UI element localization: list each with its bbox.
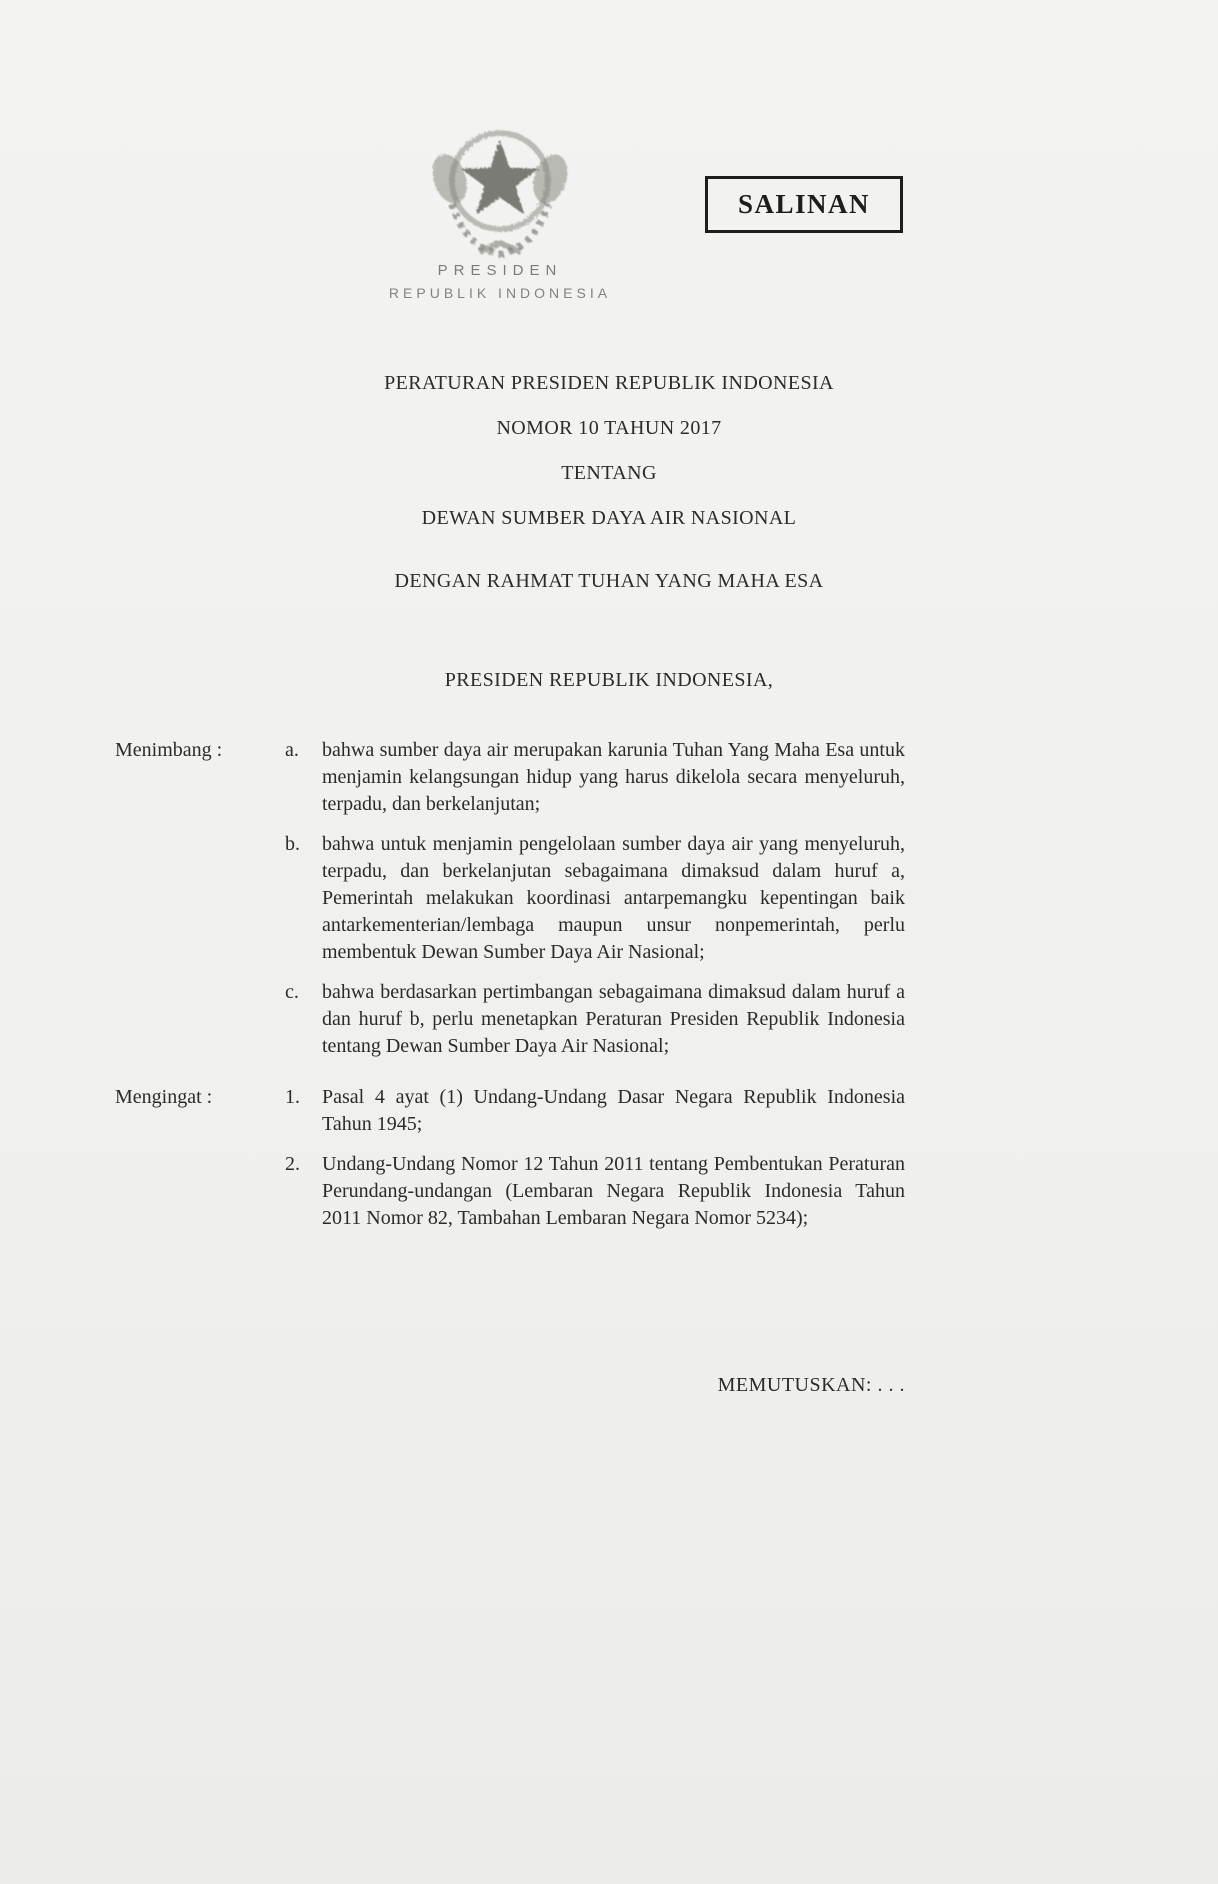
- preamble-line: DENGAN RAHMAT TUHAN YANG MAHA ESA: [394, 570, 824, 592]
- item-text: Pasal 4 ayat (1) Undang-Undang Dasar Negara Republik Indonesia Tahun 1945;: [322, 1086, 905, 1135]
- regulation-number: NOMOR 10 TAHUN 2017: [496, 417, 722, 439]
- memutuskan-line: MEMUTUSKAN: . . .: [717, 1374, 905, 1396]
- regulation-title-line1: PERATURAN PRESIDEN REPUBLIK INDONESIA: [384, 372, 834, 394]
- menimbang-label: Menimbang :: [115, 739, 223, 761]
- item-marker: c.: [285, 981, 299, 1003]
- item-marker: 1.: [285, 1086, 300, 1108]
- item-marker: a.: [285, 739, 299, 761]
- item-text: bahwa sumber daya air merupakan karunia Tuhan Yang Maha Esa untuk menjamin kelangsungan hidup yang harus dikelola secara menyeluruh, terpadu, dan berkelanjutan;: [322, 739, 905, 815]
- item-text: bahwa untuk menjamin pengelolaan sumber daya air yang menyeluruh, terpadu, dan berkelanjutan sebagaimana dimaksud dalam huruf a, Pemerintah melakukan koordinasi antarpemangku kepentingan baik antarkementerian/lembaga maupun unsur nonpemerintah, perlu membentuk Dewan Sumber Daya Air Nasional;: [322, 833, 905, 963]
- list-item: [285, 979, 905, 1060]
- document-body: [115, 737, 905, 1256]
- list-item: [285, 1151, 905, 1232]
- title-block: [160, 372, 1058, 714]
- item-marker: b.: [285, 833, 300, 855]
- garuda-star-emblem-icon: [420, 108, 580, 268]
- issuer-line: PRESIDEN REPUBLIK INDONESIA,: [444, 669, 774, 691]
- list-item: [285, 1084, 905, 1138]
- item-marker: 2.: [285, 1153, 300, 1175]
- letterhead-republik-indonesia: REPUBLIK INDONESIA: [388, 285, 612, 301]
- mengingat-items: [285, 1084, 905, 1232]
- mengingat-label: Mengingat :: [115, 1086, 213, 1108]
- letterhead: [330, 262, 670, 301]
- salinan-copy-stamp: SALINAN: [705, 176, 903, 233]
- list-item: [285, 737, 905, 818]
- list-item: [285, 831, 905, 966]
- regulation-subject: DEWAN SUMBER DAYA AIR NASIONAL: [421, 507, 797, 529]
- item-text: bahwa berdasarkan pertimbangan sebagaimana dimaksud dalam huruf a dan huruf b, perlu menetapkan Peraturan Presiden Republik Indonesia tentang Dewan Sumber Daya Air Nasional;: [322, 981, 905, 1057]
- item-text: Undang-Undang Nomor 12 Tahun 2011 tentang Pembentukan Peraturan Perundang-undangan (Lembaran Negara Republik Indonesia Tahun 2011 Nomor 82, Tambahan Lembaran Negara Nomor 5234);: [322, 1153, 905, 1229]
- section-menimbang: [115, 737, 905, 1060]
- menimbang-items: [285, 737, 905, 1060]
- tentang-label: TENTANG: [561, 462, 657, 484]
- section-mengingat: [115, 1084, 905, 1232]
- letterhead-presiden: PRESIDEN: [437, 262, 563, 279]
